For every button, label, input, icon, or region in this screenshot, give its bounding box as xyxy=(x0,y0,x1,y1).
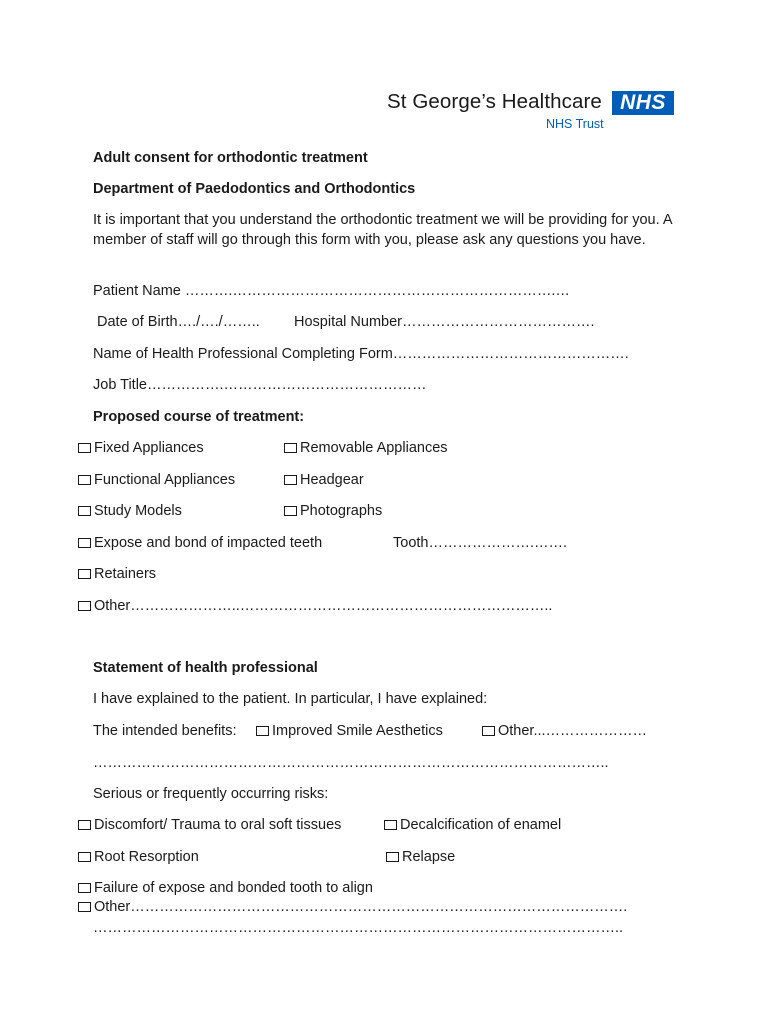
checkbox[interactable] xyxy=(78,475,91,485)
intro-paragraph: It is important that you understand the orthodontic treatment we will be providing for you. A member of staff will go through this form with you, please ask any questions you have. xyxy=(93,212,672,248)
nhs-logo: NHS xyxy=(612,91,674,115)
date-of-birth-field[interactable]: Date of Birth…./…./…….. xyxy=(97,314,260,330)
org-name: St George’s Healthcare xyxy=(387,90,602,113)
treatment-heading: Proposed course of treatment: xyxy=(93,409,305,425)
option-label: Other…………………………………………………………………………………………. xyxy=(94,899,628,915)
checkbox[interactable] xyxy=(78,902,91,912)
option-retainers[interactable] xyxy=(78,564,156,584)
explained-text: I have explained to the patient. In particular, I have explained: xyxy=(93,691,488,707)
option-removable-appliances[interactable] xyxy=(284,438,448,458)
benefits-label: The intended benefits: xyxy=(93,723,237,739)
option-label: Study Models xyxy=(94,503,182,519)
option-label: Root Resorption xyxy=(94,849,199,865)
benefits-line[interactable]: …………………………………………………………………………………………….. xyxy=(93,755,609,771)
form-title: Adult consent for orthodontic treatment xyxy=(93,150,368,166)
option-discomfort[interactable] xyxy=(78,815,341,835)
checkbox[interactable] xyxy=(284,475,297,485)
risks-label: Serious or frequently occurring risks: xyxy=(93,786,329,802)
tooth-field[interactable]: Tooth………………….……. xyxy=(393,535,568,551)
hospital-number-field[interactable]: Hospital Number…………………………………. xyxy=(294,314,595,330)
option-relapse[interactable] xyxy=(386,847,455,867)
option-decalcification[interactable] xyxy=(384,815,561,835)
option-risks-other[interactable] xyxy=(78,897,627,917)
option-label: Headgear xyxy=(300,472,364,488)
option-study-models[interactable] xyxy=(78,501,182,521)
option-failure-expose[interactable] xyxy=(78,878,373,898)
option-label: Relapse xyxy=(402,849,456,865)
health-professional-field[interactable]: Name of Health Professional Completing Form…………………………………………. xyxy=(93,346,629,362)
option-label: Improved Smile Aesthetics xyxy=(272,723,443,739)
option-label: Discomfort/ Trauma to oral soft tissues xyxy=(94,817,342,833)
option-functional-appliances[interactable] xyxy=(78,470,235,490)
option-label: Photographs xyxy=(300,503,383,519)
option-photographs[interactable] xyxy=(284,501,382,521)
option-other-treatment[interactable] xyxy=(78,596,552,616)
option-label: Expose and bond of impacted teeth xyxy=(94,535,323,551)
job-title-field[interactable]: Job Title…………….…………………………………… xyxy=(93,377,427,393)
checkbox[interactable] xyxy=(78,820,91,830)
checkbox[interactable] xyxy=(78,538,91,548)
option-label: Failure of expose and bonded tooth to align xyxy=(94,880,373,896)
option-label: Functional Appliances xyxy=(94,472,236,488)
option-label: Fixed Appliances xyxy=(94,440,204,456)
option-label: Other…………………..……………………………………………………….. xyxy=(94,598,553,614)
option-label: Removable Appliances xyxy=(300,440,448,456)
risks-line[interactable]: ……………………………………………………………………………………………….. xyxy=(93,920,624,936)
option-improved-smile[interactable] xyxy=(256,721,443,741)
option-expose-bond[interactable] xyxy=(78,533,322,553)
option-label: Other...………………… xyxy=(498,723,648,739)
checkbox[interactable] xyxy=(386,852,399,862)
department-heading: Department of Paedodontics and Orthodontics xyxy=(93,181,416,197)
checkbox[interactable] xyxy=(482,726,495,736)
checkbox[interactable] xyxy=(256,726,269,736)
checkbox[interactable] xyxy=(384,820,397,830)
option-label: Decalcification of enamel xyxy=(400,817,562,833)
checkbox[interactable] xyxy=(78,883,91,893)
option-label: Retainers xyxy=(94,566,157,582)
checkbox[interactable] xyxy=(78,443,91,453)
option-headgear[interactable] xyxy=(284,470,364,490)
checkbox[interactable] xyxy=(78,569,91,579)
checkbox[interactable] xyxy=(284,443,297,453)
patient-name-field[interactable]: Patient Name ……….………………………………………………………….… xyxy=(93,283,570,299)
checkbox[interactable] xyxy=(284,506,297,516)
statement-heading: Statement of health professional xyxy=(93,660,318,676)
checkbox[interactable] xyxy=(78,506,91,516)
checkbox[interactable] xyxy=(78,601,91,611)
checkbox[interactable] xyxy=(78,852,91,862)
option-fixed-appliances[interactable] xyxy=(78,438,204,458)
option-root-resorption[interactable] xyxy=(78,847,199,867)
org-trust: NHS Trust xyxy=(546,117,604,131)
option-benefits-other[interactable] xyxy=(482,721,647,741)
